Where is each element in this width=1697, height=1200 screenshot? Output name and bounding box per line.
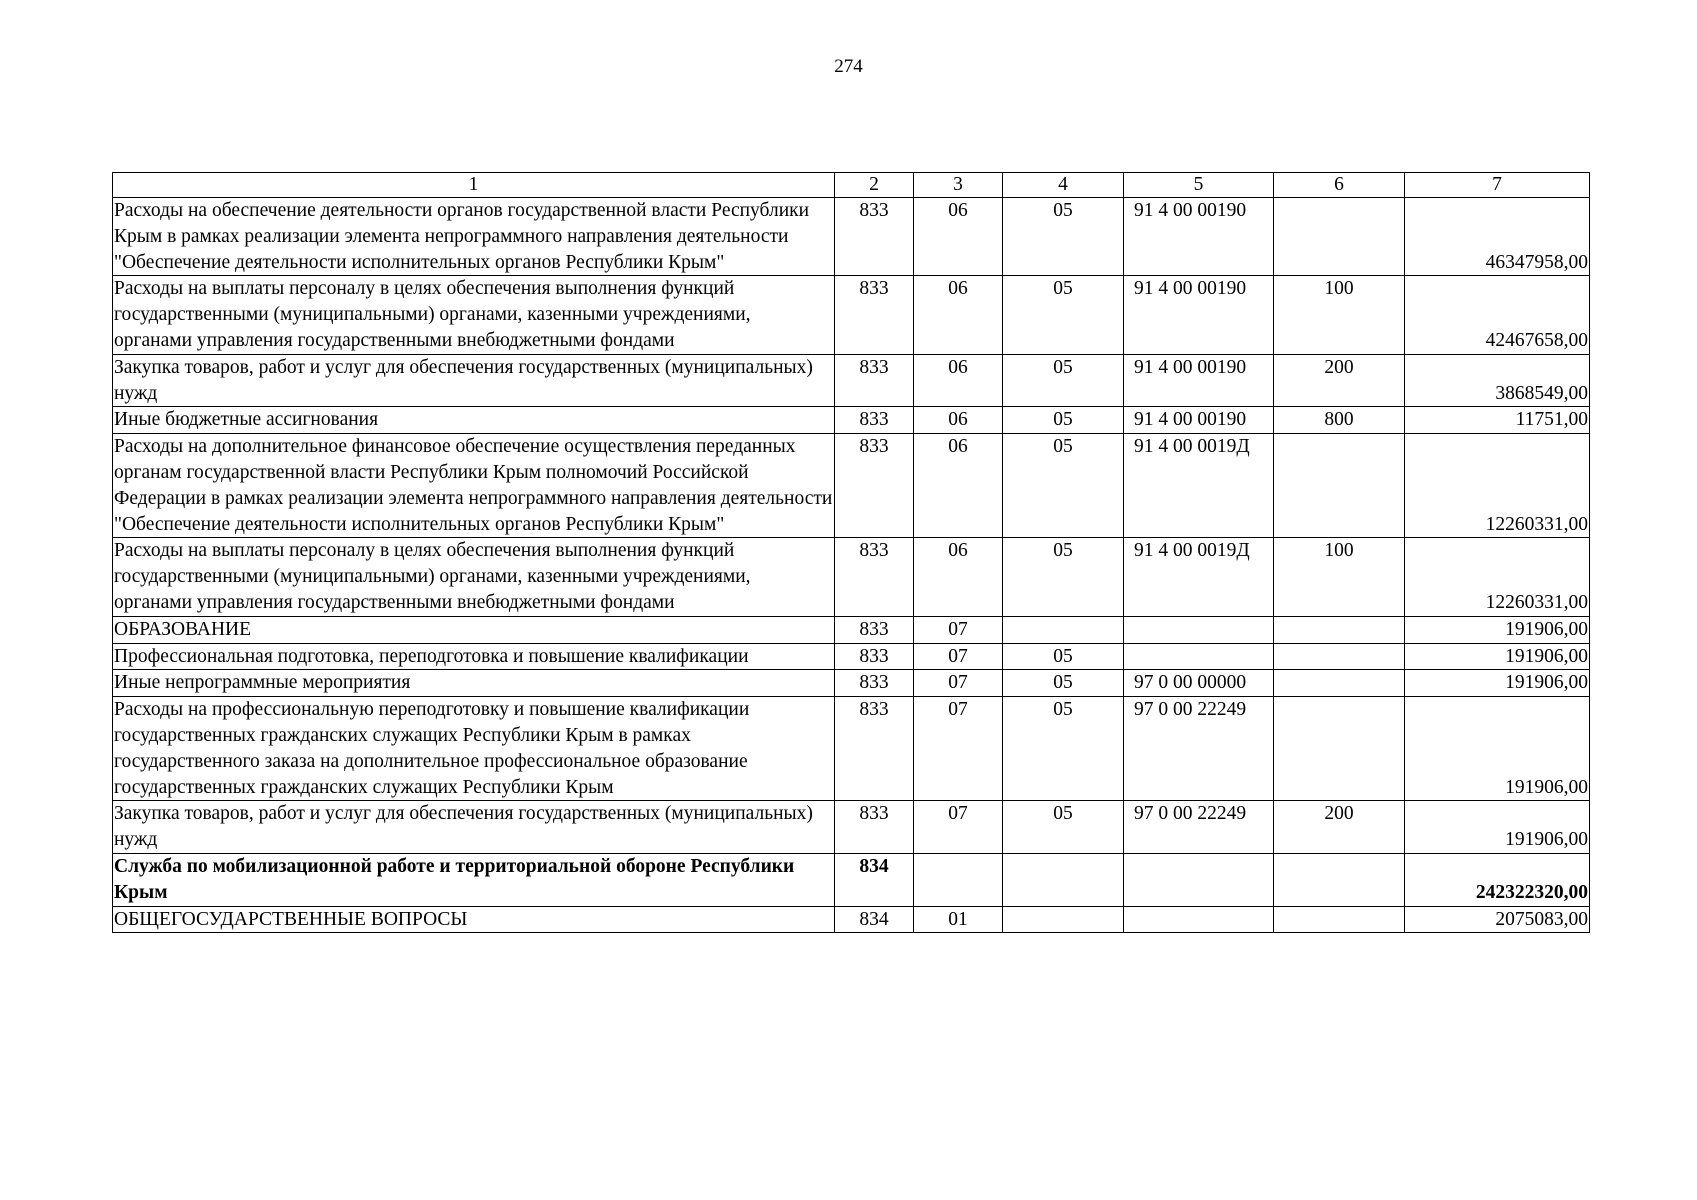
cell-amount: 11751,00 <box>1405 407 1590 434</box>
cell-section-code: 07 <box>914 616 1003 643</box>
cell-expense-type <box>1274 616 1405 643</box>
page-number: 274 <box>834 56 863 77</box>
table-row <box>113 538 1590 616</box>
cell-subsection-code: 05 <box>1003 670 1124 697</box>
cell-ministry-code: 833 <box>835 538 914 616</box>
cell-expense-type <box>1274 643 1405 670</box>
cell-ministry-code: 833 <box>835 801 914 854</box>
cell-ministry-code: 833 <box>835 276 914 354</box>
cell-ministry-code: 833 <box>835 670 914 697</box>
cell-expense-type <box>1274 853 1405 906</box>
cell-expense-type <box>1274 434 1405 538</box>
row-description: Иные непрограммные мероприятия <box>113 670 835 697</box>
row-description: ОБРАЗОВАНИЕ <box>113 616 835 643</box>
cell-section-code: 01 <box>914 906 1003 933</box>
cell-target-article: 91 4 00 00190 <box>1124 198 1274 276</box>
header-cell: 4 <box>1003 173 1124 198</box>
cell-subsection-code: 05 <box>1003 354 1124 407</box>
cell-ministry-code: 834 <box>835 853 914 906</box>
row-description: Закупка товаров, работ и услуг для обеспечения государственных (муниципальных) нужд <box>113 354 835 407</box>
cell-amount: 191906,00 <box>1405 643 1590 670</box>
cell-ministry-code: 834 <box>835 906 914 933</box>
cell-section-code: 06 <box>914 538 1003 616</box>
table-row <box>113 906 1590 933</box>
cell-expense-type: 200 <box>1274 801 1405 854</box>
header-cell: 3 <box>914 173 1003 198</box>
cell-ministry-code: 833 <box>835 407 914 434</box>
cell-section-code: 07 <box>914 801 1003 854</box>
cell-subsection-code: 05 <box>1003 538 1124 616</box>
cell-expense-type: 200 <box>1274 354 1405 407</box>
row-description: Расходы на профессиональную переподготовку и повышение квалификации государственных гражданских служащих Республики Крым в рамках государственного заказа на дополнительное профессиональное образование государственных гражданских служащих Республики Крым <box>113 697 835 801</box>
cell-subsection-code: 05 <box>1003 801 1124 854</box>
cell-section-code: 06 <box>914 407 1003 434</box>
cell-expense-type <box>1274 906 1405 933</box>
table-row <box>113 276 1590 354</box>
cell-section-code: 07 <box>914 670 1003 697</box>
header-cell: 5 <box>1124 173 1274 198</box>
cell-target-article: 97 0 00 22249 <box>1124 801 1274 854</box>
cell-subsection-code: 05 <box>1003 407 1124 434</box>
cell-amount: 191906,00 <box>1405 616 1590 643</box>
cell-amount: 46347958,00 <box>1405 198 1590 276</box>
table-row <box>113 853 1590 906</box>
cell-section-code <box>914 853 1003 906</box>
header-cell: 6 <box>1274 173 1405 198</box>
cell-subsection-code: 05 <box>1003 643 1124 670</box>
cell-subsection-code: 05 <box>1003 276 1124 354</box>
cell-section-code: 06 <box>914 434 1003 538</box>
budget-table <box>112 172 1590 933</box>
cell-section-code: 06 <box>914 354 1003 407</box>
table-row <box>113 434 1590 538</box>
cell-expense-type <box>1274 198 1405 276</box>
cell-subsection-code: 05 <box>1003 198 1124 276</box>
cell-target-article <box>1124 643 1274 670</box>
cell-target-article <box>1124 906 1274 933</box>
cell-amount: 191906,00 <box>1405 670 1590 697</box>
table-row <box>113 670 1590 697</box>
row-description: Расходы на выплаты персоналу в целях обеспечения выполнения функций государственными (муниципальными) органами, казенными учреждениями, органами управления государственными внебюджетными фондами <box>113 538 835 616</box>
cell-amount: 12260331,00 <box>1405 538 1590 616</box>
cell-amount: 191906,00 <box>1405 801 1590 854</box>
table-header-row <box>113 173 1590 198</box>
table-row <box>113 354 1590 407</box>
cell-expense-type <box>1274 670 1405 697</box>
cell-amount: 3868549,00 <box>1405 354 1590 407</box>
cell-target-article: 91 4 00 00190 <box>1124 354 1274 407</box>
cell-subsection-code: 05 <box>1003 434 1124 538</box>
table-row <box>113 801 1590 854</box>
row-description: Расходы на дополнительное финансовое обеспечение осуществления переданных органам государственной власти Республики Крым полномочий Российской Федерации в рамках реализации элемента непрограммного направления деятельности "Обеспечение деятельности исполнительных органов Республики Крым" <box>113 434 835 538</box>
cell-section-code: 07 <box>914 643 1003 670</box>
cell-target-article <box>1124 616 1274 643</box>
cell-subsection-code <box>1003 853 1124 906</box>
cell-target-article: 91 4 00 0019Д <box>1124 538 1274 616</box>
cell-expense-type: 100 <box>1274 276 1405 354</box>
cell-amount: 12260331,00 <box>1405 434 1590 538</box>
cell-target-article <box>1124 853 1274 906</box>
cell-ministry-code: 833 <box>835 697 914 801</box>
cell-ministry-code: 833 <box>835 198 914 276</box>
cell-amount: 191906,00 <box>1405 697 1590 801</box>
header-cell: 2 <box>835 173 914 198</box>
cell-expense-type: 800 <box>1274 407 1405 434</box>
cell-target-article: 97 0 00 22249 <box>1124 697 1274 801</box>
cell-ministry-code: 833 <box>835 434 914 538</box>
table-row <box>113 616 1590 643</box>
cell-target-article: 97 0 00 00000 <box>1124 670 1274 697</box>
row-description: Служба по мобилизационной работе и территориальной обороне Республики Крым <box>113 853 835 906</box>
table-row <box>113 643 1590 670</box>
cell-section-code: 06 <box>914 198 1003 276</box>
cell-amount: 42467658,00 <box>1405 276 1590 354</box>
row-description: Иные бюджетные ассигнования <box>113 407 835 434</box>
header-cell: 7 <box>1405 173 1590 198</box>
cell-subsection-code: 05 <box>1003 697 1124 801</box>
cell-target-article: 91 4 00 0019Д <box>1124 434 1274 538</box>
row-description: ОБЩЕГОСУДАРСТВЕННЫЕ ВОПРОСЫ <box>113 906 835 933</box>
header-cell: 1 <box>113 173 835 198</box>
row-description: Расходы на выплаты персоналу в целях обеспечения выполнения функций государственными (муниципальными) органами, казенными учреждениями, органами управления государственными внебюджетными фондами <box>113 276 835 354</box>
cell-subsection-code <box>1003 906 1124 933</box>
cell-target-article: 91 4 00 00190 <box>1124 407 1274 434</box>
cell-amount: 2075083,00 <box>1405 906 1590 933</box>
row-description: Расходы на обеспечение деятельности органов государственной власти Республики Крым в рамках реализации элемента непрограммного направления деятельности "Обеспечение деятельности исполнительных органов Республики Крым" <box>113 198 835 276</box>
table-row <box>113 407 1590 434</box>
table-row <box>113 697 1590 801</box>
cell-section-code: 06 <box>914 276 1003 354</box>
row-description: Профессиональная подготовка, переподготовка и повышение квалификации <box>113 643 835 670</box>
cell-expense-type <box>1274 697 1405 801</box>
cell-ministry-code: 833 <box>835 616 914 643</box>
cell-ministry-code: 833 <box>835 643 914 670</box>
cell-target-article: 91 4 00 00190 <box>1124 276 1274 354</box>
table-row <box>113 198 1590 276</box>
cell-subsection-code <box>1003 616 1124 643</box>
cell-section-code: 07 <box>914 697 1003 801</box>
cell-amount: 242322320,00 <box>1405 853 1590 906</box>
cell-ministry-code: 833 <box>835 354 914 407</box>
cell-expense-type: 100 <box>1274 538 1405 616</box>
row-description: Закупка товаров, работ и услуг для обеспечения государственных (муниципальных) нужд <box>113 801 835 854</box>
